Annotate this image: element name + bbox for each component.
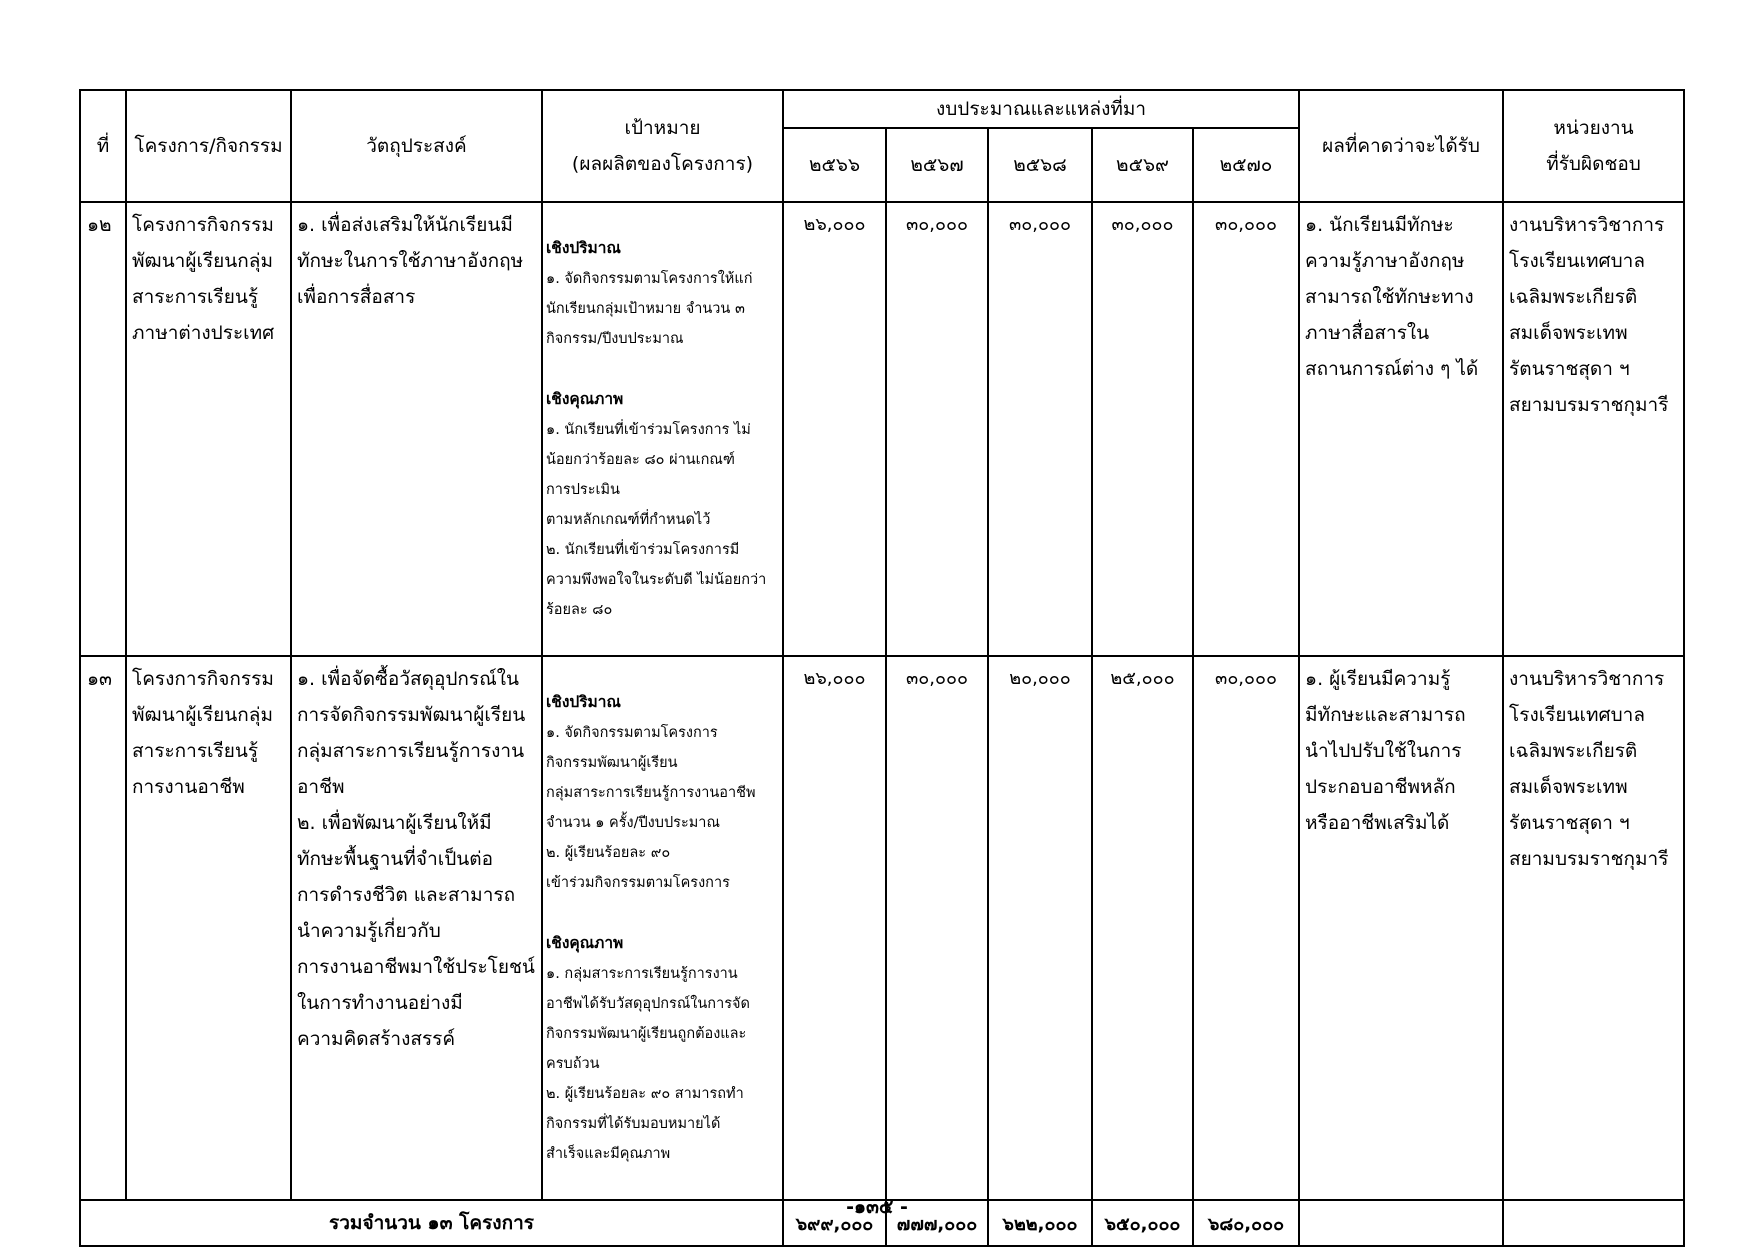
quality-label: เชิงคุณภาพ <box>546 390 624 408</box>
responsible-unit: งานบริหารวิชาการ โรงเรียนเทศบาล เฉลิมพระเกียรติ สมเด็จพระเทพ รัตนราชสุดา ฯ สยามบรมราชกุมารี <box>1509 668 1669 870</box>
header-target: เป้าหมาย (ผลผลิตของโครงการ) <box>542 90 783 202</box>
total-amount: ๖๘๐,๐๐๐ <box>1193 1200 1299 1246</box>
header-year: ๒๕๗๐ <box>1193 128 1299 202</box>
budget-amount: ๓๐,๐๐๐ <box>1009 214 1071 235</box>
total-amount: ๖๕๐,๐๐๐ <box>1092 1200 1193 1246</box>
row-number: ๑๒ <box>87 214 112 236</box>
quantity-label: เชิงปริมาณ <box>546 693 621 711</box>
header-year: ๒๕๖๙ <box>1092 128 1193 202</box>
responsible-unit: งานบริหารวิชาการ โรงเรียนเทศบาล เฉลิมพระเกียรติ สมเด็จพระเทพ รัตนราชสุดา ฯ สยามบรมราชกุมารี <box>1509 214 1669 416</box>
table-row <box>80 656 1684 1200</box>
total-label: รวมจำนวน ๑๓ โครงการ <box>80 1200 783 1246</box>
target <box>543 657 782 1199</box>
total-amount: ๖๒๒,๐๐๐ <box>988 1200 1092 1246</box>
header-budget: งบประมาณและแหล่งที่มา <box>783 90 1299 128</box>
budget-amount: ๓๐,๐๐๐ <box>906 668 968 689</box>
quantity-text: ๑. จัดกิจกรรมตามโครงการให้แก่ นักเรียนกลุ่มเป้าหมาย จำนวน ๓ กิจกรรม/ปีงบประมาณ <box>546 271 753 347</box>
budget-amount: ๓๐,๐๐๐ <box>1215 668 1277 689</box>
total-amount: ๗๗๗,๐๐๐ <box>886 1200 988 1246</box>
objective: ๑. เพื่อส่งเสริมให้นักเรียนมี ทักษะในการใช้ภาษาอังกฤษ เพื่อการสื่อสาร <box>297 214 524 308</box>
total-amount: ๖๙๙,๐๐๐ <box>783 1200 886 1246</box>
header-year: ๒๕๖๘ <box>988 128 1092 202</box>
page-number: -๑๓๕ - <box>846 1196 908 1218</box>
header-objective: วัตถุประสงค์ <box>291 90 542 202</box>
quality-label: เชิงคุณภาพ <box>546 934 624 952</box>
target <box>543 203 782 655</box>
expected-result: ๑. นักเรียนมีทักษะ ความรู้ภาษาอังกฤษ สามารถใช้ทักษะทาง ภาษาสื่อสารใน สถานการณ์ต่าง ๆ ได้ <box>1305 214 1479 380</box>
project-name: โครงการกิจกรรม พัฒนาผู้เรียนกลุ่ม สาระการเรียนรู้ ภาษาต่างประเทศ <box>132 214 275 344</box>
budget-amount: ๓๐,๐๐๐ <box>1111 214 1174 235</box>
budget-amount: ๒๕,๐๐๐ <box>1110 668 1175 689</box>
header-year: ๒๕๖๖ <box>783 128 886 202</box>
header-project: โครงการ/กิจกรรม <box>126 90 291 202</box>
budget-amount: ๓๐,๐๐๐ <box>906 214 968 235</box>
header-year: ๒๕๖๗ <box>886 128 988 202</box>
quality-text: ๑. กลุ่มสาระการเรียนรู้การงาน อาชีพได้รับวัสดุอุปกรณ์ในการจัด กิจกรรมพัฒนาผู้เรียนถูกต้องและ ครบถ้วน ๒. ผู้เรียนร้อยละ ๙๐ สามารถทำ กิจกรรมที่ได้รับมอบหมายได้ สำเร็จและมีคุณภาพ <box>546 966 750 1162</box>
budget-amount: ๒๖,๐๐๐ <box>803 668 866 689</box>
quantity-label: เชิงปริมาณ <box>546 239 621 257</box>
quantity-text: ๑. จัดกิจกรรมตามโครงการ กิจกรรมพัฒนาผู้เรียน กลุ่มสาระการเรียนรู้การงานอาชีพ จำนวน ๑ ครั้ง/ปีงบประมาณ ๒. ผู้เรียนร้อยละ ๙๐ เข้าร่วมกิจกรรมตามโครงการ <box>546 725 756 891</box>
table-row <box>80 202 1684 656</box>
row-number: ๑๓ <box>87 668 113 690</box>
quality-text: ๑. นักเรียนที่เข้าร่วมโครงการ ไม่ น้อยกว่าร้อยละ ๘๐ ผ่านเกณฑ์ การประเมิน ตามหลักเกณฑ์ที่กำหนดไว้ ๒. นักเรียนที่เข้าร่วมโครงการมี ความพึงพอใจในระดับดี ไม่น้อยกว่า ร้อยละ ๘๐ <box>546 422 767 618</box>
budget-amount: ๓๐,๐๐๐ <box>1215 214 1277 235</box>
header-responsible: หน่วยงาน ที่รับผิดชอบ <box>1503 90 1684 202</box>
header-no: ที่ <box>80 90 126 202</box>
budget-amount: ๒๖,๐๐๐ <box>803 214 866 235</box>
header-expected: ผลที่คาดว่าจะได้รับ <box>1299 90 1503 202</box>
budget-amount: ๒๐,๐๐๐ <box>1009 668 1071 689</box>
expected-result: ๑. ผู้เรียนมีความรู้ มีทักษะและสามารถ นำไปปรับใช้ในการ ประกอบอาชีพหลัก หรืออาชีพเสริมได้ <box>1305 668 1466 834</box>
project-plan-table <box>79 89 1685 1247</box>
project-name: โครงการกิจกรรม พัฒนาผู้เรียนกลุ่ม สาระการเรียนรู้ การงานอาชีพ <box>132 668 274 798</box>
objective: ๑. เพื่อจัดซื้อวัสดุอุปกรณ์ใน การจัดกิจกรรมพัฒนาผู้เรียน กลุ่มสาระการเรียนรู้การงาน อาชีพ ๒. เพื่อพัฒนาผู้เรียนให้มี ทักษะพื้นฐานที่จำเป็นต่อ การดำรงชีวิต และสามารถ นำความรู้เกี่ยวกับ การงานอาชีพมาใช้ประโยชน์ ในการทำงานอย่างมี ความคิดสร้างสรรค์ <box>297 668 535 1050</box>
